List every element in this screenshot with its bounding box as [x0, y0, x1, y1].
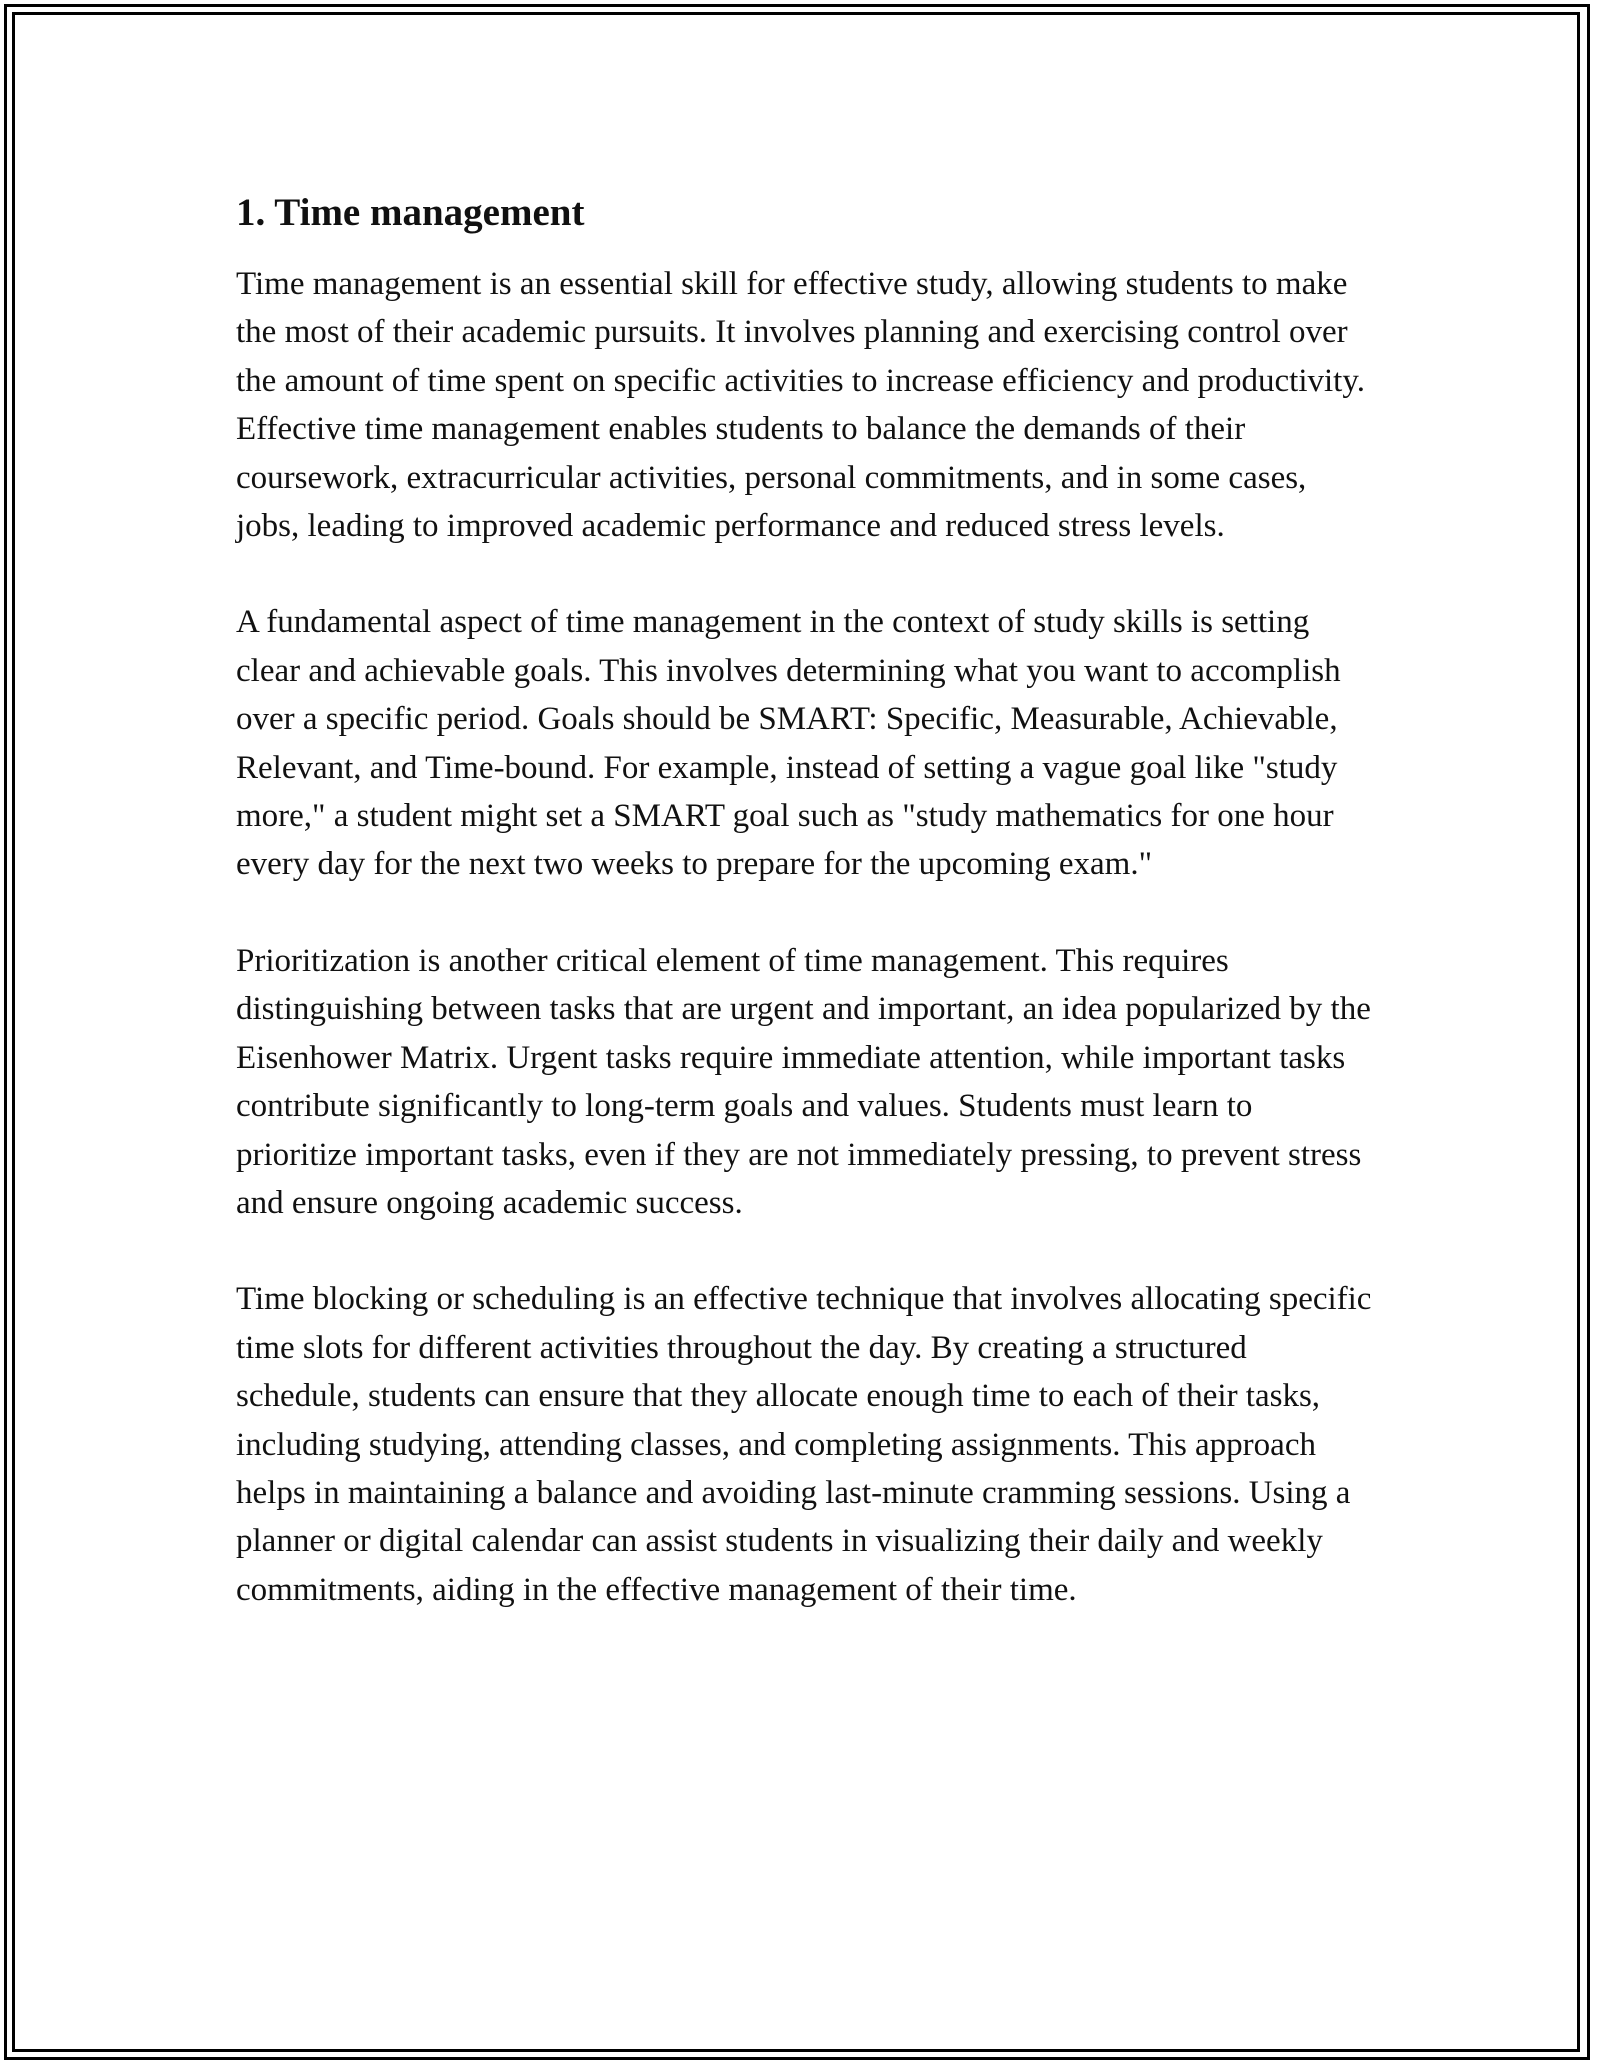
- document-body: [236, 188, 1376, 1662]
- section-title: 1. Time management: [236, 191, 585, 234]
- paragraph-time-blocking: Time blocking or scheduling is an effective technique that involves allocating specific time slots for different activities throughout the day. By creating a structured schedule, students can ensure that they allocate enough time to each of their tasks, including studying, attending classes, and completing assignments. This approach helps in maintaining a balance and avoiding last-minute cramming sessions. Using a planner or digital calendar can assist students in visualizing their daily and weekly commitments, aiding in the effective management of their time.: [236, 1281, 1372, 1608]
- paragraph-goals: A fundamental aspect of time management in the context of study skills is setting clear and achievable goals. This involves determining what you want to accomplish over a specific period. Goals should be SMART: Specific, Measurable, Achievable, Relevant, and Time-bound. For example, instead of setting a vague goal like "study more," a student might set a SMART goal such as "study mathematics for one hour every day for the next two weeks to prepare for the upcoming exam.": [236, 604, 1341, 883]
- paragraph-intro: Time management is an essential skill for effective study, allowing students to make the most of their academic pursuits. It involves planning and exercising control over the amount of time spent on specific activities to increase efficiency and productivity. Effective time management enables students to balance the demands of their coursework, extracurricular activities, personal commitments, and in some cases, jobs, leading to improved academic performance and reduced stress levels.: [236, 266, 1365, 545]
- paragraph-prioritization: Prioritization is another critical element of time management. This requires distinguishing between tasks that are urgent and important, an idea popularized by the Eisenhower Matrix. Urgent tasks require immediate attention, while important tasks contribute significantly to long-term goals and values. Students must learn to prioritize important tasks, even if they are not immediately pressing, to prevent stress and ensure ongoing academic success.: [236, 942, 1371, 1221]
